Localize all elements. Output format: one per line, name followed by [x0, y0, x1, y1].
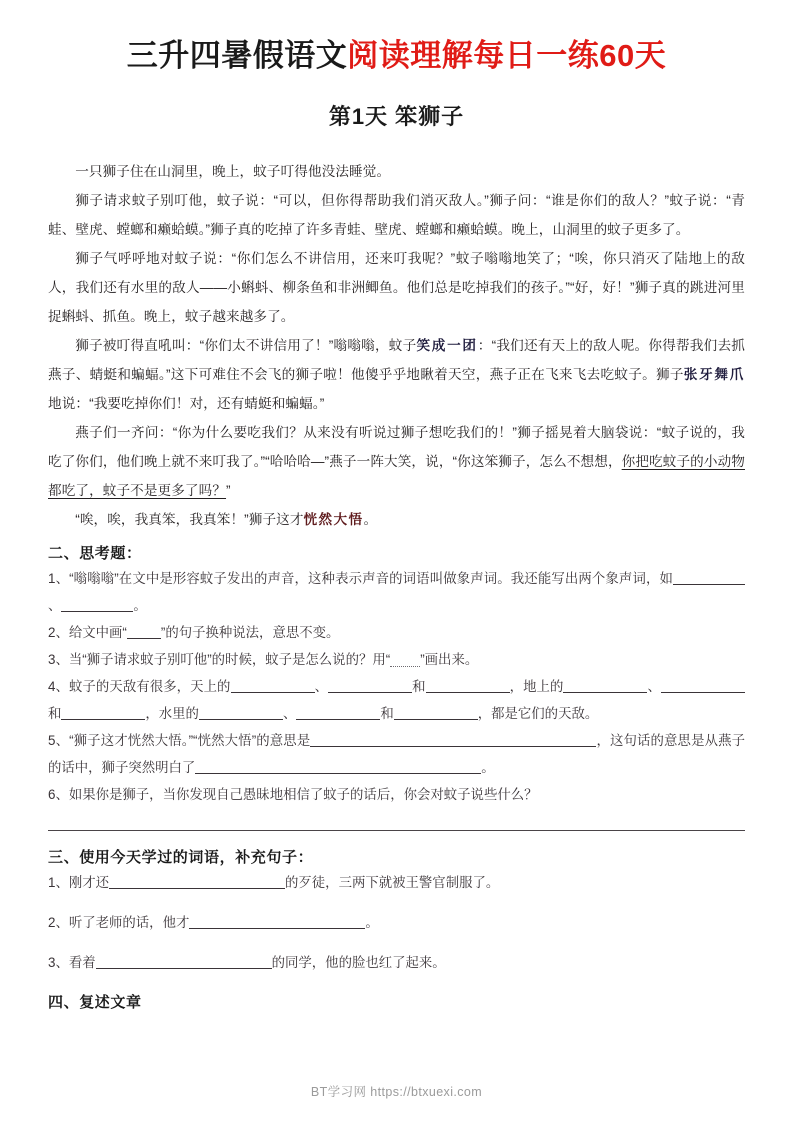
sentence-item-3: [48, 949, 745, 976]
page-title-red-part: 阅读理解每日一练60天: [347, 38, 667, 73]
underlined-sentence: 你把吃蚊子的小动物都吃了，蚊子不是更多了吗？: [48, 453, 745, 498]
highlight-idiom-huangrandawu: 恍然大悟: [303, 511, 364, 527]
answer-blank[interactable]: [61, 719, 145, 720]
question-5-text-a: 5、“狮子这才恍然大悟。”“恍然大悟”的意思是: [48, 732, 311, 748]
sentence-3-text-a: 3、看着: [48, 954, 96, 970]
section-four-heading: 四、复述文章: [48, 993, 142, 1011]
question-1: [48, 565, 745, 619]
answer-blank[interactable]: [231, 692, 315, 693]
article-body: [48, 157, 745, 534]
p3-onomatopoeia: 呼呼: [117, 250, 147, 266]
question-4: [48, 673, 745, 727]
question-1-text-c: 。: [133, 597, 147, 613]
question-3-text-b: ”画出来。: [420, 651, 479, 667]
p4-text-a: 狮子被叮得直吼叫：“你们太不讲信用了！”嗡嗡嗡，蚊子: [75, 337, 417, 353]
p5-text-a: 燕子们一齐问：“你为什么要吃我们？从来没有听说过狮子想吃我们的！”狮子摇晃着大脑袋说：“蚊子说的，我吃了你们，他们晚上就不来叮我了。”“哈哈哈—”燕子一阵大笑，说，“你这笨狮子，怎么不想想，: [48, 424, 745, 469]
answer-blank[interactable]: [310, 746, 596, 747]
sentence-1-text-b: 的歹徒，三两下就被王警官制服了。: [285, 874, 500, 890]
article-paragraph-5: [48, 418, 745, 505]
question-5-text-b: ，这句话的意思是从燕子的话中，狮子突然明白了: [48, 732, 745, 775]
sentence-item-1: [48, 869, 745, 896]
sentence-2-text-a: 2、听了老师的话，他才: [48, 914, 190, 930]
question-5-text-c: 。: [481, 759, 495, 775]
question-4-text-b: 、: [314, 678, 329, 694]
sentence-3-text-b: 的同学，他的脸也红了起来。: [271, 954, 446, 970]
article-paragraph-4: [48, 331, 745, 418]
question-4-text-i: 和: [380, 705, 394, 721]
article-paragraph-1: 一只狮子住在山洞里，晚上，蚊子叮得他没法睡觉。: [75, 163, 391, 179]
answer-line-rule[interactable]: [48, 830, 745, 831]
answer-blank[interactable]: [96, 968, 272, 969]
answer-blank[interactable]: [195, 773, 481, 774]
answer-blank[interactable]: [199, 719, 283, 720]
question-2-text-a: 2、给文中画“: [48, 624, 127, 640]
answer-blank[interactable]: [673, 584, 745, 585]
p6-text-b: 。: [363, 511, 378, 527]
straight-line-mark: [127, 638, 161, 639]
question-2-text-b: ”的句子换种说法，意思不变。: [160, 624, 340, 640]
question-4-text-g: ，水里的: [145, 705, 199, 721]
wavy-line-mark: [390, 659, 420, 667]
page-title: [48, 0, 745, 74]
section-two-heading: 二、思考题：: [48, 544, 142, 562]
question-4-text-a: 4、蚊子的天敌有很多，天上的: [48, 678, 231, 694]
article-paragraph-6: [48, 505, 745, 534]
answer-blank[interactable]: [61, 611, 133, 612]
question-5: [48, 727, 745, 781]
answer-blank[interactable]: [563, 692, 647, 693]
answer-blank[interactable]: [426, 692, 510, 693]
article-paragraph-3: [48, 244, 745, 331]
question-4-text-e: 、: [647, 678, 662, 694]
answer-blank[interactable]: [328, 692, 412, 693]
answer-blank[interactable]: [394, 719, 478, 720]
p3-text-b: 地对蚊子说：“你们怎么不讲信用，还来叮我呢？”蚊子嗡嗡地笑了；“唉，你只消灭了陆地上的敌人，我们还有水里的敌人——小蝌蚪、柳条鱼和非洲鲫鱼。他们总是吃掉我们的孩子。”“好，好！”狮子真的跳进河里捉蝌蚪、抓鱼。晚上，蚊子越来越多了。: [48, 250, 745, 324]
p4-text-b: ：“我们还有天上的敌人呢。你得帮我们去抓燕子、蜻蜓和蝙蝠。”这下可难住不会飞的狮子啦！他傻乎乎地瞅着天空，燕子正在飞来飞去吃蚊子。狮子: [48, 337, 746, 382]
answer-blank[interactable]: [661, 692, 745, 693]
sentence-item-2: [48, 909, 745, 936]
answer-blank[interactable]: [109, 888, 285, 889]
question-2: [48, 619, 745, 646]
question-6: 6、如果你是狮子，当你发现自己愚昧地相信了蚊子的话后，你会对蚊子说些什么？: [48, 786, 538, 802]
highlight-idiom-xiaochengyituan: 笑成一团: [416, 337, 478, 353]
sentence-1-text-a: 1、刚才还: [48, 874, 110, 890]
sentence-2-text-b: 。: [365, 914, 379, 930]
lesson-subtitle: 第1天 笨狮子: [328, 103, 465, 129]
question-4-text-d: ，地上的: [509, 678, 564, 694]
question-1-text-a: 1、“嗡嗡嗡”在文中是形容蚊子发出的声音，这种表示声音的词语叫做象声词。我还能写出两个象声词，如: [48, 570, 673, 586]
page-title-black-part: 三升四暑假语文: [126, 38, 348, 73]
footer-watermark: BT学习网 https://btxuexi.com: [310, 1085, 483, 1099]
question-3: [48, 646, 745, 673]
section-three-heading: 三、使用今天学过的词语，补充句子：: [48, 848, 314, 866]
question-3-text-a: 3、当“狮子请求蚊子别叮他”的时候，蚊子是怎么说的？用“: [48, 651, 391, 667]
p5-text-b: ”: [226, 482, 231, 498]
highlight-idiom-zhangyawuzhao: 张牙舞爪: [683, 366, 745, 382]
question-4-text-h: 、: [282, 705, 297, 721]
question-4-text-f: 和: [48, 705, 62, 721]
question-4-text-j: ，都是它们的天敌。: [477, 705, 599, 721]
question-1-text-b: 、: [48, 597, 62, 613]
question-4-text-c: 和: [412, 678, 426, 694]
p6-text-a: “唉，唉，我真笨，我真笨！”狮子这才: [75, 511, 304, 527]
p3-text-a: 狮子气: [75, 250, 118, 266]
answer-blank[interactable]: [296, 719, 380, 720]
article-paragraph-2: 狮子请求蚊子别叮他，蚊子说：“可以，但你得帮助我们消灭敌人。”狮子问：“谁是你们的敌人？”蚊子说：“青蛙、壁虎、螳螂和癞蛤蟆。”狮子真的吃掉了许多青蛙、壁虎、螳螂和癞蛤蟆。晚上，山洞里的蚊子更多了。: [48, 192, 745, 237]
answer-blank[interactable]: [189, 928, 365, 929]
p4-text-c: 地说：“我要吃掉你们！对，还有蜻蜓和蝙蝠。”: [48, 395, 325, 411]
